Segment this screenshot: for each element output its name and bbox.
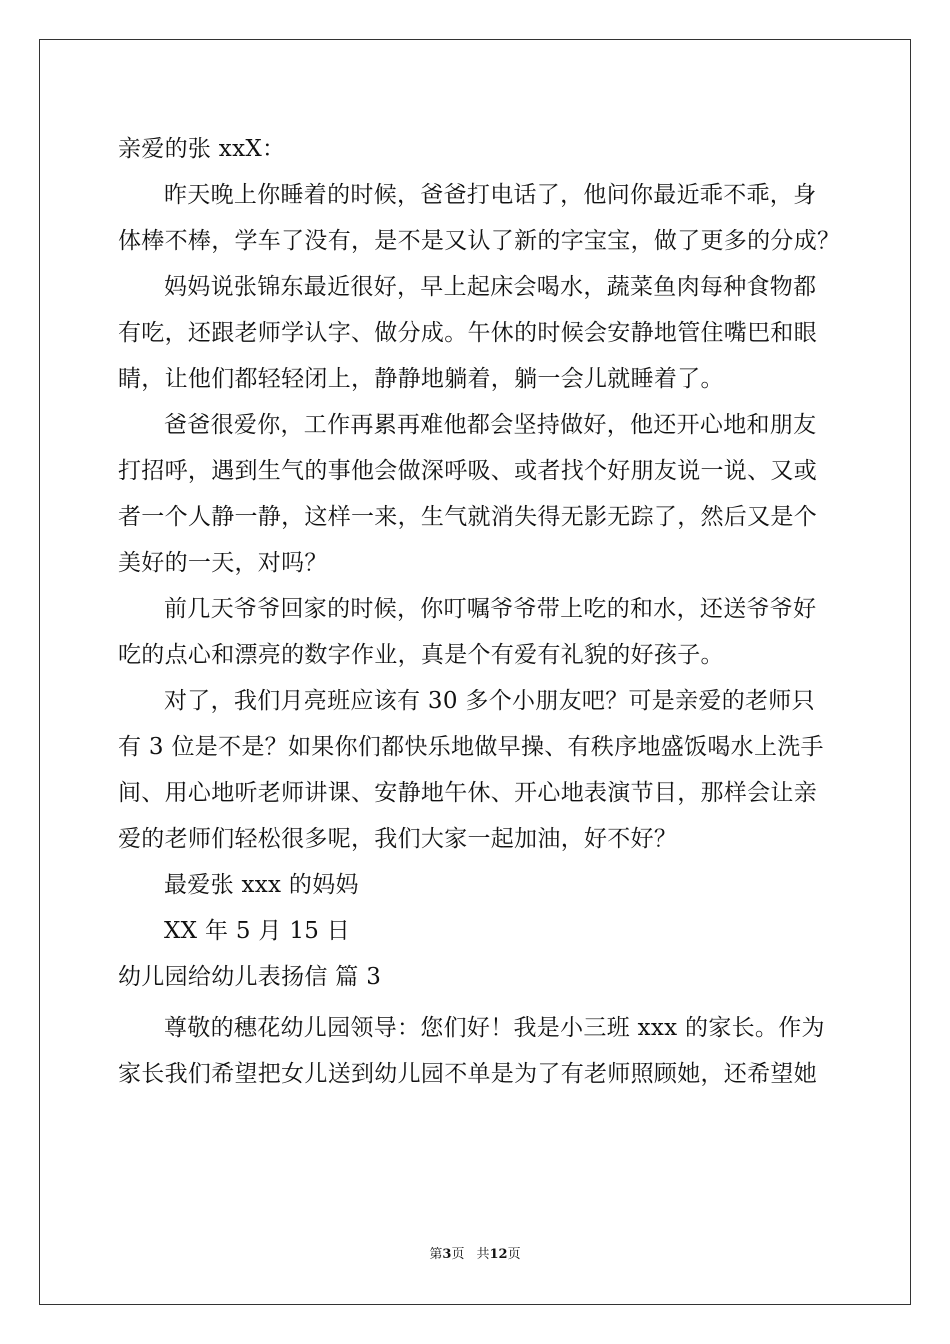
letter-date: XX 年 5 月 15 日 [164, 918, 351, 944]
document-body [118, 126, 840, 1097]
text-line: 家长我们希望把女儿送到幼儿园不单是为了有老师照顾她，还希望她 [118, 1061, 817, 1087]
text-line: 妈妈说张锦东最近很好，早上起床会喝水，蔬菜鱼肉每种食物都 [164, 274, 817, 300]
letter-signature: 最爱张 xxx 的妈妈 [164, 872, 359, 898]
text-line: 爱的老师们轻松很多呢，我们大家一起加油，好不好？ [118, 826, 678, 852]
page-suffix: 页 [451, 1247, 465, 1262]
page-prefix: 第 [429, 1247, 443, 1262]
letter-paragraph-5 [118, 678, 840, 862]
text-line: 体棒不棒，学车了没有，是不是又认了新的字宝宝，做了更多的分成？ [118, 228, 841, 254]
text-line: 前几天爷爷回家的时候，你叮嘱爷爷带上吃的和水，还送爷爷好 [164, 596, 817, 622]
letter-paragraph-1 [118, 172, 840, 264]
text-line: 睛，让他们都轻轻闭上，静静地躺着，躺一会儿就睡着了。 [118, 366, 724, 392]
text-line: 有 3 位是不是？如果你们都快乐地做早操、有秩序地盛饭喝水上洗手 [118, 734, 824, 760]
page-current: 3 [442, 1247, 452, 1262]
letter-paragraph-2 [118, 264, 840, 402]
page-total: 12 [489, 1247, 508, 1262]
text-line: 美好的一天，对吗？ [118, 550, 328, 576]
text-line: 昨天晚上你睡着的时候，爸爸打电话了，他问你最近乖不乖，身 [164, 182, 817, 208]
text-line: 吃的点心和漂亮的数字作业，真是个有爱有礼貌的好孩子。 [118, 642, 724, 668]
text-line: 间、用心地听老师讲课、安静地午休、开心地表演节目，那样会让亲 [118, 780, 817, 806]
section-paragraph [118, 1005, 840, 1097]
page-footer [0, 1247, 950, 1263]
total-prefix: 共 [476, 1247, 490, 1262]
text-line: 打招呼，遇到生气的事他会做深呼吸、或者找个好朋友说一说、又或 [118, 458, 817, 484]
letter-paragraph-3 [118, 402, 840, 586]
text-line: 尊敬的穗花幼儿园领导：您们好！我是小三班 xxx 的家长。作为 [164, 1015, 825, 1041]
letter-salutation: 亲爱的张 xxX： [118, 136, 286, 162]
letter-paragraph-4 [118, 586, 840, 678]
text-line: 爸爸很爱你，工作再累再难他都会坚持做好，他还开心地和朋友 [164, 412, 817, 438]
text-line: 者一个人静一静，这样一来，生气就消失得无影无踪了，然后又是个 [118, 504, 817, 530]
section-title: 幼儿园给幼儿表扬信 篇 3 [118, 964, 382, 990]
total-suffix: 页 [507, 1247, 521, 1262]
text-line: 有吃，还跟老师学认字、做分成。午休的时候会安静地管住嘴巴和眼 [118, 320, 817, 346]
text-line: 对了，我们月亮班应该有 30 多个小朋友吧？可是亲爱的老师只 [164, 688, 815, 714]
